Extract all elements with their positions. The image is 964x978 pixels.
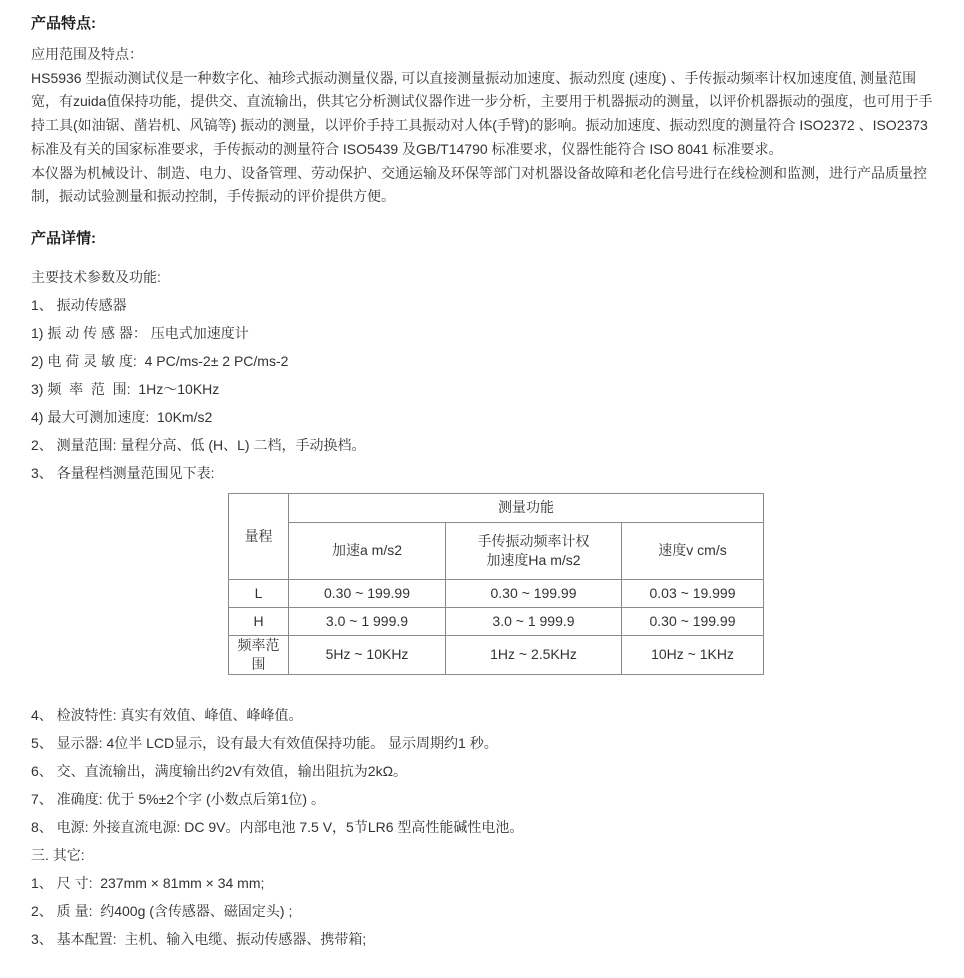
- table-header-row-group: [229, 493, 764, 522]
- technical-params-section: [31, 263, 936, 953]
- table-corner-header: 量程: [229, 493, 289, 579]
- cell-accel: 0.30 ~ 199.99: [289, 579, 446, 607]
- spec-line-others-heading: 三. 其它:: [31, 846, 85, 863]
- intro-block: [31, 43, 936, 209]
- table-row-H: [229, 607, 764, 635]
- col-header-acceleration: 加速a m/s2: [289, 522, 446, 579]
- params-title: 主要技术参数及功能:: [31, 268, 161, 285]
- col-header-hand-line1: 手传振动频率计权: [477, 532, 590, 549]
- features-heading: 产品特点:: [31, 15, 96, 32]
- intro-paragraph-1: HS5936 型振动测试仪是一种数字化、袖珍式振动测量仪器, 可以直接测量振动加速度、振动烈度 (速度) 、手传振动频率计权加速度值, 测量范围宽，有zuida值保持功能，提供交、直流输出，供其它分析测试仪器作进一步分析，主要用于机器振动的测量，以评价机器振动的强度，也可用于手持工具(如油锯、凿岩机、风镐等) 振动的测量，以评价手持工具振动对人体(手臂)的影响。振动加速度、振动烈度的测量符合 ISO2372 、ISO2373 标准及有关的国家标准要求，手传振动的测量符合 ISO5439 及GB/T14790 标准要求，仪器性能符合 ISO 8041 标准要求。: [31, 69, 933, 157]
- spec-line-sensor: 1、 振动传感器: [31, 296, 127, 313]
- table-row-L: [229, 579, 764, 607]
- spec-line-sensor-type: 1) 振 动 传 感 器： 压电式加速度计: [31, 324, 249, 341]
- details-heading: 产品详情:: [31, 229, 96, 247]
- spec-line-power: 8、 电源: 外接直流电源: DC 9V。内部电池 7.5 V，5节LR6 型高性能碱性电池。: [31, 818, 524, 835]
- spec-line-output: 6、 交、直流输出，满度输出约2V有效值，输出阻抗为2kΩ。: [31, 762, 408, 779]
- cell-hand: 0.30 ~ 199.99: [446, 579, 622, 607]
- spec-line-configuration: 3、 基本配置: 主机、输入电缆、振动传感器、携带箱;: [31, 930, 367, 947]
- cell-accel: 5Hz ~ 10KHz: [289, 635, 446, 674]
- intro-paragraph-2: 本仪器为机械设计、制造、电力、设备管理、劳动保护、交通运输及环保等部门对机器设备故障和老化信号进行在线检测和监测，进行产品质量控制，振动试验测量和振动控制，手传振动的评价提供方便。: [31, 164, 927, 205]
- row-label: 频率范围: [229, 635, 289, 674]
- table-group-header: 测量功能: [289, 493, 764, 522]
- cell-hand: 1Hz ~ 2.5KHz: [446, 635, 622, 674]
- spec-line-table-intro: 3、 各量程档测量范围见下表:: [31, 464, 215, 481]
- row-label: L: [229, 579, 289, 607]
- spec-line-dimensions: 1、 尺 寸: 237mm × 81mm × 34 mm;: [31, 874, 265, 891]
- cell-hand: 3.0 ~ 1 999.9: [446, 607, 622, 635]
- cell-velocity: 0.30 ~ 199.99: [622, 607, 764, 635]
- cell-velocity: 10Hz ~ 1KHz: [622, 635, 764, 674]
- cell-velocity: 0.03 ~ 19.999: [622, 579, 764, 607]
- table-row-frequency: [229, 635, 764, 674]
- row-label: H: [229, 607, 289, 635]
- spec-line-frequency-range: 3) 频 率 范 围: 1Hz～10KHz: [31, 380, 220, 397]
- spec-line-measure-range: 2、 测量范围: 量程分高、低 (H、L) 二档，手动换档。: [31, 436, 366, 453]
- col-header-hand-line2: 加速度Ha m/s2: [486, 551, 581, 568]
- spec-line-weight: 2、 质 量: 约400g (含传感器、磁固定头) ;: [31, 902, 293, 919]
- col-header-velocity: 速度v cm/s: [622, 522, 764, 579]
- spec-line-detection: 4、 检波特性: 真实有效值、峰值、峰峰值。: [31, 706, 303, 723]
- spec-line-charge-sensitivity: 2) 电 荷 灵 敏 度: 4 PC/ms-2± 2 PC/ms-2: [31, 352, 289, 369]
- cell-accel: 3.0 ~ 1 999.9: [289, 607, 446, 635]
- spec-line-display: 5、 显示器: 4位半 LCD显示，设有最大有效值保持功能。 显示周期约1 秒。: [31, 734, 498, 751]
- measurement-range-table: [228, 493, 764, 675]
- spec-line-accuracy: 7、 准确度: 优于 5%±2个字 (小数点后第1位) 。: [31, 790, 325, 807]
- spec-line-max-acceleration: 4) 最大可测加速度: 10Km/s2: [31, 408, 213, 425]
- scope-label: 应用范围及特点：: [31, 46, 143, 62]
- table-header-row-sub: [229, 522, 764, 579]
- col-header-hand-vibration: [446, 522, 622, 579]
